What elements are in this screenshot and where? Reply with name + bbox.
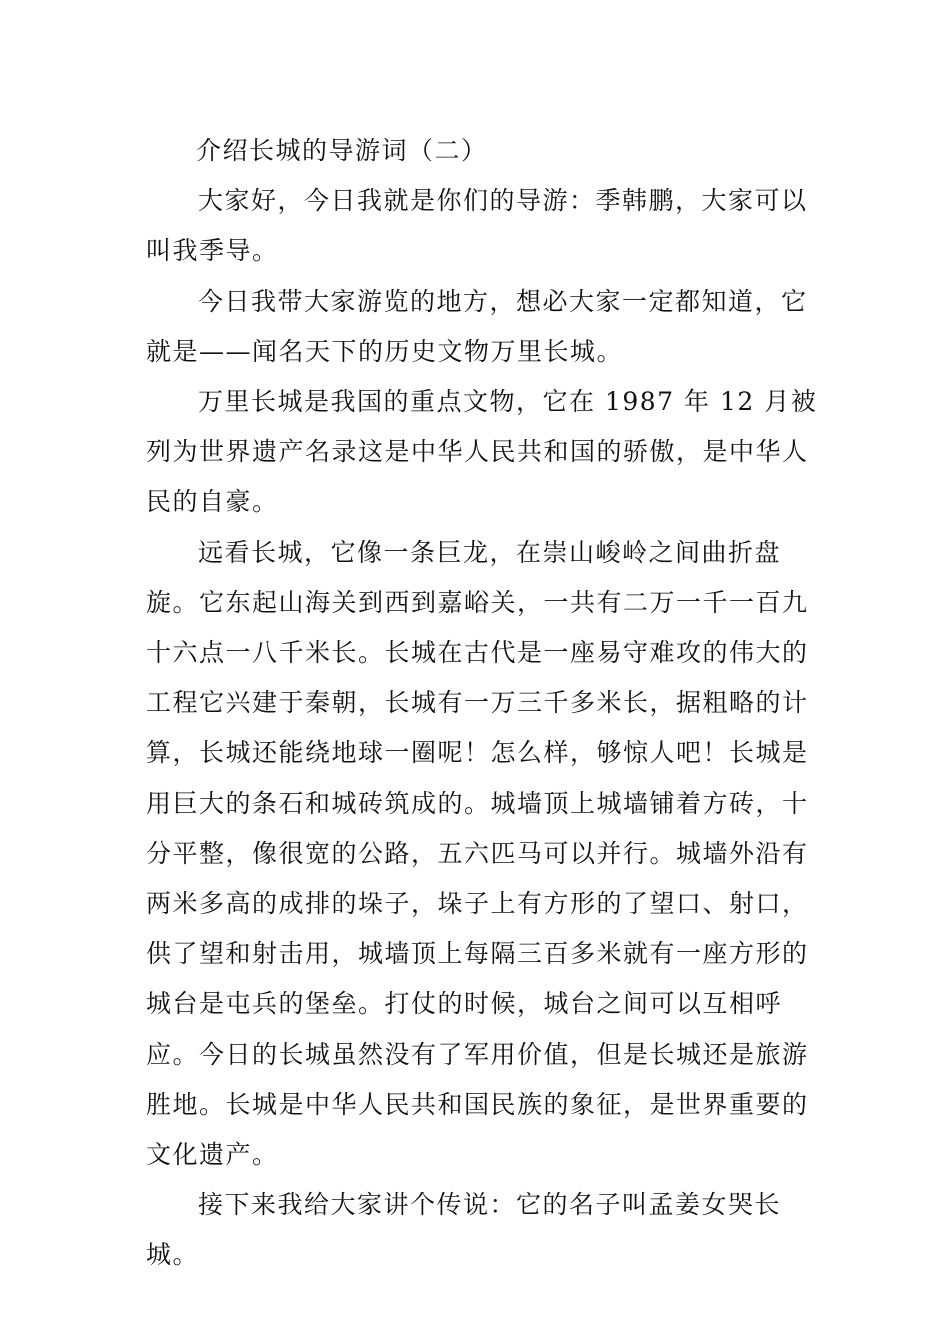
paragraph-destination: 今日我带大家游览的地方，想必大家一定都知道，它就是——闻名天下的历史文物万里长城。 (146, 286, 808, 366)
paragraph-legend: 接下来我给大家讲个传说：它的名子叫孟姜女哭长城。 (146, 1190, 782, 1270)
paragraph-description: 远看长城，它像一条巨龙，在崇山峻岭之间曲折盘旋。它东起山海关到西到嘉峪关，一共有二万一千一百九十六点一八千米长。长城在古代是一座易守难攻的伟大的工程它兴建于秦朝，长城有一万三千多米长，据粗略的计算，长城还能绕地球一圈呢！怎么样，够惊人吧！长城是用巨大的条石和城砖筑成的。城墙顶上城墙铺着方砖，十分平整，像很宽的公路，五六匹马可以并行。城墙外沿有两米多高的成排的垛子，垛子上有方形的了望口、射口，供了望和射击用，城墙顶上每隔三百多米就有一座方形的城台是屯兵的堡垒。打仗的时候，城台之间可以互相呼应。今日的长城虽然没有了军用价值，但是长城还是旅游胜地。长城是中华人民共和国民族的象征，是世界重要的文化遗产。 (146, 537, 809, 1170)
paragraph-greeting: 大家好，今日我就是你们的导游：季韩鹏，大家可以叫我季导。 (146, 186, 808, 266)
document-body (146, 126, 826, 1281)
document-title: 介绍长城的导游词（二） (196, 136, 488, 165)
paragraph-heritage: 万里长城是我国的重点文物，它在 1987 年 12 月被列为世界遗产名录这是中华人民共和国的骄傲，是中华人民的自豪。 (146, 387, 818, 517)
